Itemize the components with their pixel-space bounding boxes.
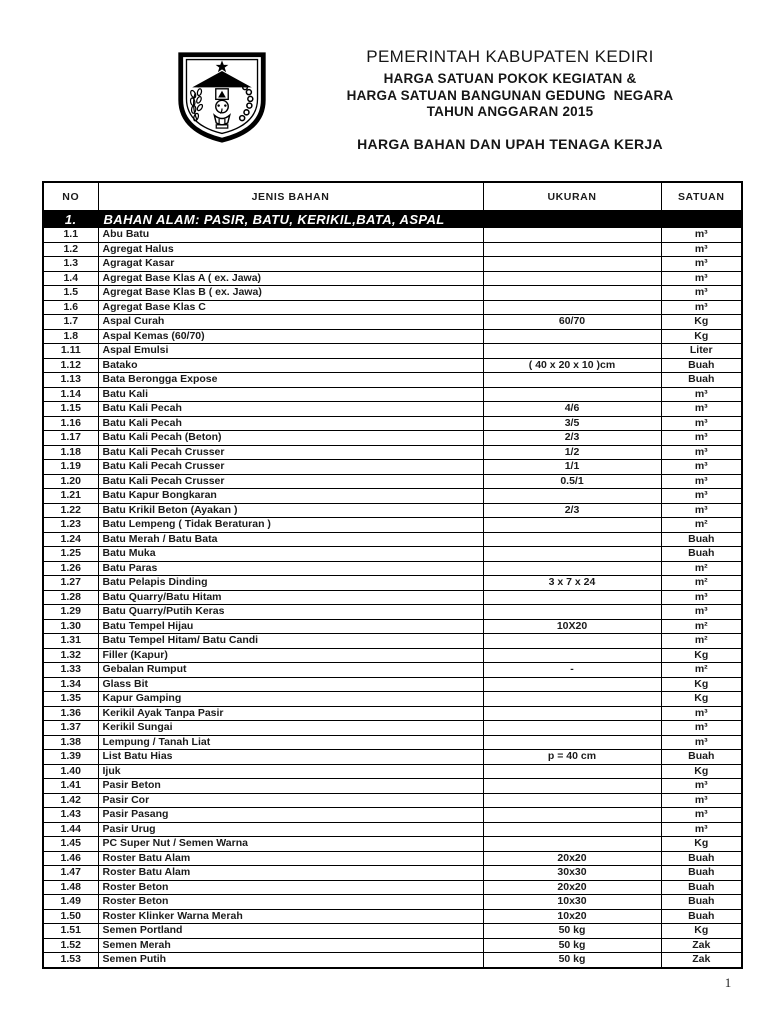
- row-satuan: m³: [661, 286, 742, 301]
- row-jenis-bahan: Pasir Pasang: [98, 808, 483, 823]
- table-row: [43, 300, 742, 315]
- row-jenis-bahan: Agregat Halus: [98, 242, 483, 257]
- row-no: 1.14: [43, 387, 98, 402]
- table-row: [43, 228, 742, 243]
- row-satuan: m³: [661, 822, 742, 837]
- table-row: [43, 257, 742, 272]
- row-no: 1.3: [43, 257, 98, 272]
- table-row: [43, 764, 742, 779]
- row-no: 1.33: [43, 663, 98, 678]
- row-jenis-bahan: PC Super Nut / Semen Warna: [98, 837, 483, 852]
- row-no: 1.28: [43, 590, 98, 605]
- row-jenis-bahan: Pasir Beton: [98, 779, 483, 794]
- table-row: [43, 953, 742, 968]
- row-ukuran: [483, 242, 661, 257]
- table-row: [43, 721, 742, 736]
- row-no: 1.25: [43, 547, 98, 562]
- table-row: [43, 358, 742, 373]
- row-ukuran: [483, 228, 661, 243]
- row-jenis-bahan: Agregat Base Klas A ( ex. Jawa): [98, 271, 483, 286]
- row-jenis-bahan: Aspal Curah: [98, 315, 483, 330]
- table-row: [43, 561, 742, 576]
- row-ukuran: 4/6: [483, 402, 661, 417]
- page-number: 1: [724, 975, 732, 990]
- row-ukuran: [483, 837, 661, 852]
- row-ukuran: 10X20: [483, 619, 661, 634]
- table-row: [43, 460, 742, 475]
- row-satuan: Buah: [661, 880, 742, 895]
- table-row: [43, 663, 742, 678]
- row-jenis-bahan: Bata Berongga Expose: [98, 373, 483, 388]
- row-satuan: m²: [661, 576, 742, 591]
- table-row: [43, 793, 742, 808]
- section-title: BAHAN ALAM: PASIR, BATU, KERIKIL,BATA, ASPAL: [98, 211, 742, 228]
- row-satuan: Buah: [661, 373, 742, 388]
- row-jenis-bahan: Kerikil Sungai: [98, 721, 483, 736]
- row-no: 1.36: [43, 706, 98, 721]
- row-ukuran: [483, 387, 661, 402]
- table-row: [43, 895, 742, 910]
- row-satuan: m³: [661, 228, 742, 243]
- row-satuan: Buah: [661, 851, 742, 866]
- row-satuan: Kg: [661, 692, 742, 707]
- row-satuan: m²: [661, 663, 742, 678]
- row-ukuran: [483, 271, 661, 286]
- org-name: PEMERINTAH KABUPATEN KEDIRI: [366, 47, 654, 66]
- row-satuan: m³: [661, 445, 742, 460]
- row-jenis-bahan: Pasir Cor: [98, 793, 483, 808]
- row-jenis-bahan: Kerikil Ayak Tanpa Pasir: [98, 706, 483, 721]
- row-satuan: Kg: [661, 837, 742, 852]
- row-no: 1.51: [43, 924, 98, 939]
- row-no: 1.5: [43, 286, 98, 301]
- table-row: [43, 866, 742, 881]
- row-jenis-bahan: Batu Kali: [98, 387, 483, 402]
- row-satuan: m³: [661, 779, 742, 794]
- row-ukuran: [483, 329, 661, 344]
- row-jenis-bahan: Glass Bit: [98, 677, 483, 692]
- row-no: 1.39: [43, 750, 98, 765]
- table-row: [43, 909, 742, 924]
- table-row: [43, 924, 742, 939]
- row-ukuran: ( 40 x 20 x 10 )cm: [483, 358, 661, 373]
- row-jenis-bahan: Pasir Urug: [98, 822, 483, 837]
- row-jenis-bahan: Roster Beton: [98, 880, 483, 895]
- table-row: [43, 590, 742, 605]
- table-row: [43, 750, 742, 765]
- row-ukuran: 0.5/1: [483, 474, 661, 489]
- row-satuan: m³: [661, 387, 742, 402]
- row-no: 1.6: [43, 300, 98, 315]
- row-satuan: Buah: [661, 866, 742, 881]
- table-row: [43, 416, 742, 431]
- row-no: 1.34: [43, 677, 98, 692]
- row-satuan: Kg: [661, 329, 742, 344]
- row-ukuran: 20x20: [483, 880, 661, 895]
- table-row: [43, 938, 742, 953]
- row-no: 1.49: [43, 895, 98, 910]
- row-ukuran: 2/3: [483, 503, 661, 518]
- row-ukuran: [483, 779, 661, 794]
- table-row: [43, 677, 742, 692]
- row-ukuran: [483, 793, 661, 808]
- row-jenis-bahan: List Batu Hias: [98, 750, 483, 765]
- row-jenis-bahan: Roster Batu Alam: [98, 851, 483, 866]
- row-ukuran: 50 kg: [483, 953, 661, 968]
- row-ukuran: 10x30: [483, 895, 661, 910]
- price-table: [42, 181, 743, 969]
- row-satuan: m³: [661, 808, 742, 823]
- row-ukuran: 3/5: [483, 416, 661, 431]
- row-jenis-bahan: Aspal Kemas (60/70): [98, 329, 483, 344]
- row-no: 1.53: [43, 953, 98, 968]
- row-jenis-bahan: Agregat Base Klas C: [98, 300, 483, 315]
- row-jenis-bahan: Batu Kali Pecah Crusser: [98, 445, 483, 460]
- row-satuan: m³: [661, 793, 742, 808]
- table-row: [43, 619, 742, 634]
- row-ukuran: [483, 590, 661, 605]
- row-jenis-bahan: Batu Kali Pecah: [98, 402, 483, 417]
- table-row: [43, 242, 742, 257]
- row-ukuran: [483, 518, 661, 533]
- row-no: 1.2: [43, 242, 98, 257]
- row-no: 1.13: [43, 373, 98, 388]
- row-satuan: m³: [661, 257, 742, 272]
- table-row: [43, 402, 742, 417]
- row-satuan: m³: [661, 474, 742, 489]
- row-ukuran: [483, 692, 661, 707]
- table-row: [43, 706, 742, 721]
- table-row: [43, 518, 742, 533]
- doc-subtitle: HARGA BAHAN DAN UPAH TENAGA KERJA: [357, 135, 663, 152]
- column-header-satuan: SATUAN: [661, 182, 742, 211]
- row-satuan: m³: [661, 605, 742, 620]
- row-ukuran: 60/70: [483, 315, 661, 330]
- row-satuan: Kg: [661, 648, 742, 663]
- row-satuan: Zak: [661, 938, 742, 953]
- row-satuan: Kg: [661, 764, 742, 779]
- row-ukuran: [483, 344, 661, 359]
- column-header-ukuran: UKURAN: [483, 182, 661, 211]
- row-satuan: m³: [661, 402, 742, 417]
- row-satuan: m²: [661, 634, 742, 649]
- row-ukuran: [483, 300, 661, 315]
- row-ukuran: [483, 735, 661, 750]
- coat-of-arms-icon: [174, 48, 270, 144]
- row-satuan: m³: [661, 706, 742, 721]
- row-no: 1.23: [43, 518, 98, 533]
- table-row: [43, 634, 742, 649]
- row-ukuran: 1/2: [483, 445, 661, 460]
- row-jenis-bahan: Batu Quarry/Putih Keras: [98, 605, 483, 620]
- row-ukuran: [483, 257, 661, 272]
- row-no: 1.31: [43, 634, 98, 649]
- row-no: 1.47: [43, 866, 98, 881]
- row-ukuran: [483, 634, 661, 649]
- row-ukuran: -: [483, 663, 661, 678]
- row-satuan: Buah: [661, 909, 742, 924]
- table-row: [43, 503, 742, 518]
- row-satuan: Liter: [661, 344, 742, 359]
- table-row: [43, 489, 742, 504]
- table-row: [43, 576, 742, 591]
- row-no: 1.43: [43, 808, 98, 823]
- document-header: [292, 47, 728, 152]
- row-no: 1.11: [43, 344, 98, 359]
- table-row: [43, 445, 742, 460]
- row-satuan: m³: [661, 489, 742, 504]
- row-no: 1.16: [43, 416, 98, 431]
- row-no: 1.44: [43, 822, 98, 837]
- row-no: 1.35: [43, 692, 98, 707]
- row-no: 1.41: [43, 779, 98, 794]
- row-ukuran: [483, 721, 661, 736]
- row-jenis-bahan: Lempung / Tanah Liat: [98, 735, 483, 750]
- row-satuan: m³: [661, 590, 742, 605]
- row-no: 1.4: [43, 271, 98, 286]
- row-ukuran: 1/1: [483, 460, 661, 475]
- row-satuan: m³: [661, 460, 742, 475]
- row-jenis-bahan: Roster Klinker Warna Merah: [98, 909, 483, 924]
- row-no: 1.32: [43, 648, 98, 663]
- row-ukuran: [483, 764, 661, 779]
- section-header-row: [43, 211, 742, 228]
- row-ukuran: [483, 822, 661, 837]
- row-satuan: Zak: [661, 953, 742, 968]
- row-satuan: Kg: [661, 315, 742, 330]
- table-row: [43, 431, 742, 446]
- row-no: 1.7: [43, 315, 98, 330]
- row-satuan: m³: [661, 242, 742, 257]
- row-ukuran: [483, 532, 661, 547]
- row-no: 1.8: [43, 329, 98, 344]
- table-row: [43, 271, 742, 286]
- table-row: [43, 329, 742, 344]
- row-ukuran: 2/3: [483, 431, 661, 446]
- row-no: 1.20: [43, 474, 98, 489]
- row-ukuran: [483, 808, 661, 823]
- row-ukuran: 10x20: [483, 909, 661, 924]
- row-ukuran: [483, 605, 661, 620]
- table-row: [43, 387, 742, 402]
- row-jenis-bahan: Batu Muka: [98, 547, 483, 562]
- row-ukuran: [483, 547, 661, 562]
- row-satuan: m³: [661, 271, 742, 286]
- row-jenis-bahan: Aspal Emulsi: [98, 344, 483, 359]
- row-no: 1.40: [43, 764, 98, 779]
- row-no: 1.15: [43, 402, 98, 417]
- row-ukuran: [483, 706, 661, 721]
- row-no: 1.45: [43, 837, 98, 852]
- row-jenis-bahan: Ijuk: [98, 764, 483, 779]
- row-satuan: Buah: [661, 358, 742, 373]
- row-satuan: Buah: [661, 895, 742, 910]
- row-satuan: Kg: [661, 677, 742, 692]
- row-no: 1.26: [43, 561, 98, 576]
- row-jenis-bahan: Batu Paras: [98, 561, 483, 576]
- row-jenis-bahan: Batu Merah / Batu Bata: [98, 532, 483, 547]
- row-ukuran: p = 40 cm: [483, 750, 661, 765]
- row-no: 1.30: [43, 619, 98, 634]
- table-row: [43, 648, 742, 663]
- table-row: [43, 779, 742, 794]
- kediri-coat-of-arms-logo: [174, 48, 270, 144]
- row-jenis-bahan: Batu Lempeng ( Tidak Beraturan ): [98, 518, 483, 533]
- row-satuan: m³: [661, 735, 742, 750]
- row-jenis-bahan: Kapur Gamping: [98, 692, 483, 707]
- row-satuan: m²: [661, 619, 742, 634]
- row-no: 1.19: [43, 460, 98, 475]
- row-jenis-bahan: Batu Kali Pecah Crusser: [98, 460, 483, 475]
- row-ukuran: 30x30: [483, 866, 661, 881]
- row-no: 1.12: [43, 358, 98, 373]
- row-ukuran: 3 x 7 x 24: [483, 576, 661, 591]
- row-jenis-bahan: Agragat Kasar: [98, 257, 483, 272]
- row-ukuran: [483, 489, 661, 504]
- row-no: 1.46: [43, 851, 98, 866]
- row-satuan: m²: [661, 561, 742, 576]
- row-no: 1.50: [43, 909, 98, 924]
- row-jenis-bahan: Roster Batu Alam: [98, 866, 483, 881]
- section-number: 1.: [43, 211, 98, 228]
- row-no: 1.29: [43, 605, 98, 620]
- row-satuan: Kg: [661, 924, 742, 939]
- row-no: 1.38: [43, 735, 98, 750]
- row-no: 1.18: [43, 445, 98, 460]
- table-row: [43, 880, 742, 895]
- row-jenis-bahan: Batako: [98, 358, 483, 373]
- row-no: 1.37: [43, 721, 98, 736]
- table-row: [43, 315, 742, 330]
- row-jenis-bahan: Roster Beton: [98, 895, 483, 910]
- table-row: [43, 837, 742, 852]
- column-header-jenis-bahan: JENIS BAHAN: [98, 182, 483, 211]
- row-no: 1.22: [43, 503, 98, 518]
- row-jenis-bahan: Batu Kali Pecah Crusser: [98, 474, 483, 489]
- row-satuan: m³: [661, 431, 742, 446]
- row-jenis-bahan: Batu Kali Pecah: [98, 416, 483, 431]
- row-ukuran: [483, 561, 661, 576]
- row-satuan: m³: [661, 416, 742, 431]
- row-satuan: Buah: [661, 547, 742, 562]
- row-jenis-bahan: Abu Batu: [98, 228, 483, 243]
- row-no: 1.48: [43, 880, 98, 895]
- row-no: 1.24: [43, 532, 98, 547]
- doc-title-line-1: HARGA SATUAN POKOK KEGIATAN &: [383, 71, 637, 86]
- table-row: [43, 547, 742, 562]
- column-header-no: NO: [43, 182, 98, 211]
- table-row: [43, 344, 742, 359]
- row-ukuran: [483, 677, 661, 692]
- row-jenis-bahan: Batu Tempel Hijau: [98, 619, 483, 634]
- row-jenis-bahan: Semen Portland: [98, 924, 483, 939]
- table-row: [43, 286, 742, 301]
- row-jenis-bahan: Batu Tempel Hitam/ Batu Candi: [98, 634, 483, 649]
- table-row: [43, 373, 742, 388]
- row-satuan: m³: [661, 300, 742, 315]
- doc-title-line-3: TAHUN ANGGARAN 2015: [426, 104, 594, 119]
- row-satuan: m²: [661, 518, 742, 533]
- row-jenis-bahan: Gebalan Rumput: [98, 663, 483, 678]
- table-row: [43, 851, 742, 866]
- row-jenis-bahan: Semen Putih: [98, 953, 483, 968]
- row-satuan: Buah: [661, 532, 742, 547]
- table-header-row: [43, 182, 742, 211]
- row-ukuran: 20x20: [483, 851, 661, 866]
- row-jenis-bahan: Agregat Base Klas B ( ex. Jawa): [98, 286, 483, 301]
- row-ukuran: [483, 648, 661, 663]
- row-no: 1.1: [43, 228, 98, 243]
- row-no: 1.52: [43, 938, 98, 953]
- row-no: 1.17: [43, 431, 98, 446]
- row-ukuran: [483, 286, 661, 301]
- table-row: [43, 605, 742, 620]
- row-satuan: Buah: [661, 750, 742, 765]
- row-jenis-bahan: Batu Kali Pecah (Beton): [98, 431, 483, 446]
- table-row: [43, 532, 742, 547]
- row-no: 1.27: [43, 576, 98, 591]
- row-satuan: m³: [661, 503, 742, 518]
- row-jenis-bahan: Batu Quarry/Batu Hitam: [98, 590, 483, 605]
- doc-title-line-2: HARGA SATUAN BANGUNAN GEDUNG NEGARA: [346, 87, 674, 103]
- row-satuan: m³: [661, 721, 742, 736]
- row-ukuran: 50 kg: [483, 938, 661, 953]
- row-no: 1.42: [43, 793, 98, 808]
- row-jenis-bahan: Semen Merah: [98, 938, 483, 953]
- row-ukuran: 50 kg: [483, 924, 661, 939]
- table-body: [43, 228, 742, 968]
- row-jenis-bahan: Batu Krikil Beton (Ayakan ): [98, 503, 483, 518]
- table-row: [43, 474, 742, 489]
- row-jenis-bahan: Filler (Kapur): [98, 648, 483, 663]
- row-jenis-bahan: Batu Pelapis Dinding: [98, 576, 483, 591]
- table-row: [43, 808, 742, 823]
- table-row: [43, 822, 742, 837]
- row-no: 1.21: [43, 489, 98, 504]
- row-jenis-bahan: Batu Kapur Bongkaran: [98, 489, 483, 504]
- table-row: [43, 692, 742, 707]
- table-row: [43, 735, 742, 750]
- row-ukuran: [483, 373, 661, 388]
